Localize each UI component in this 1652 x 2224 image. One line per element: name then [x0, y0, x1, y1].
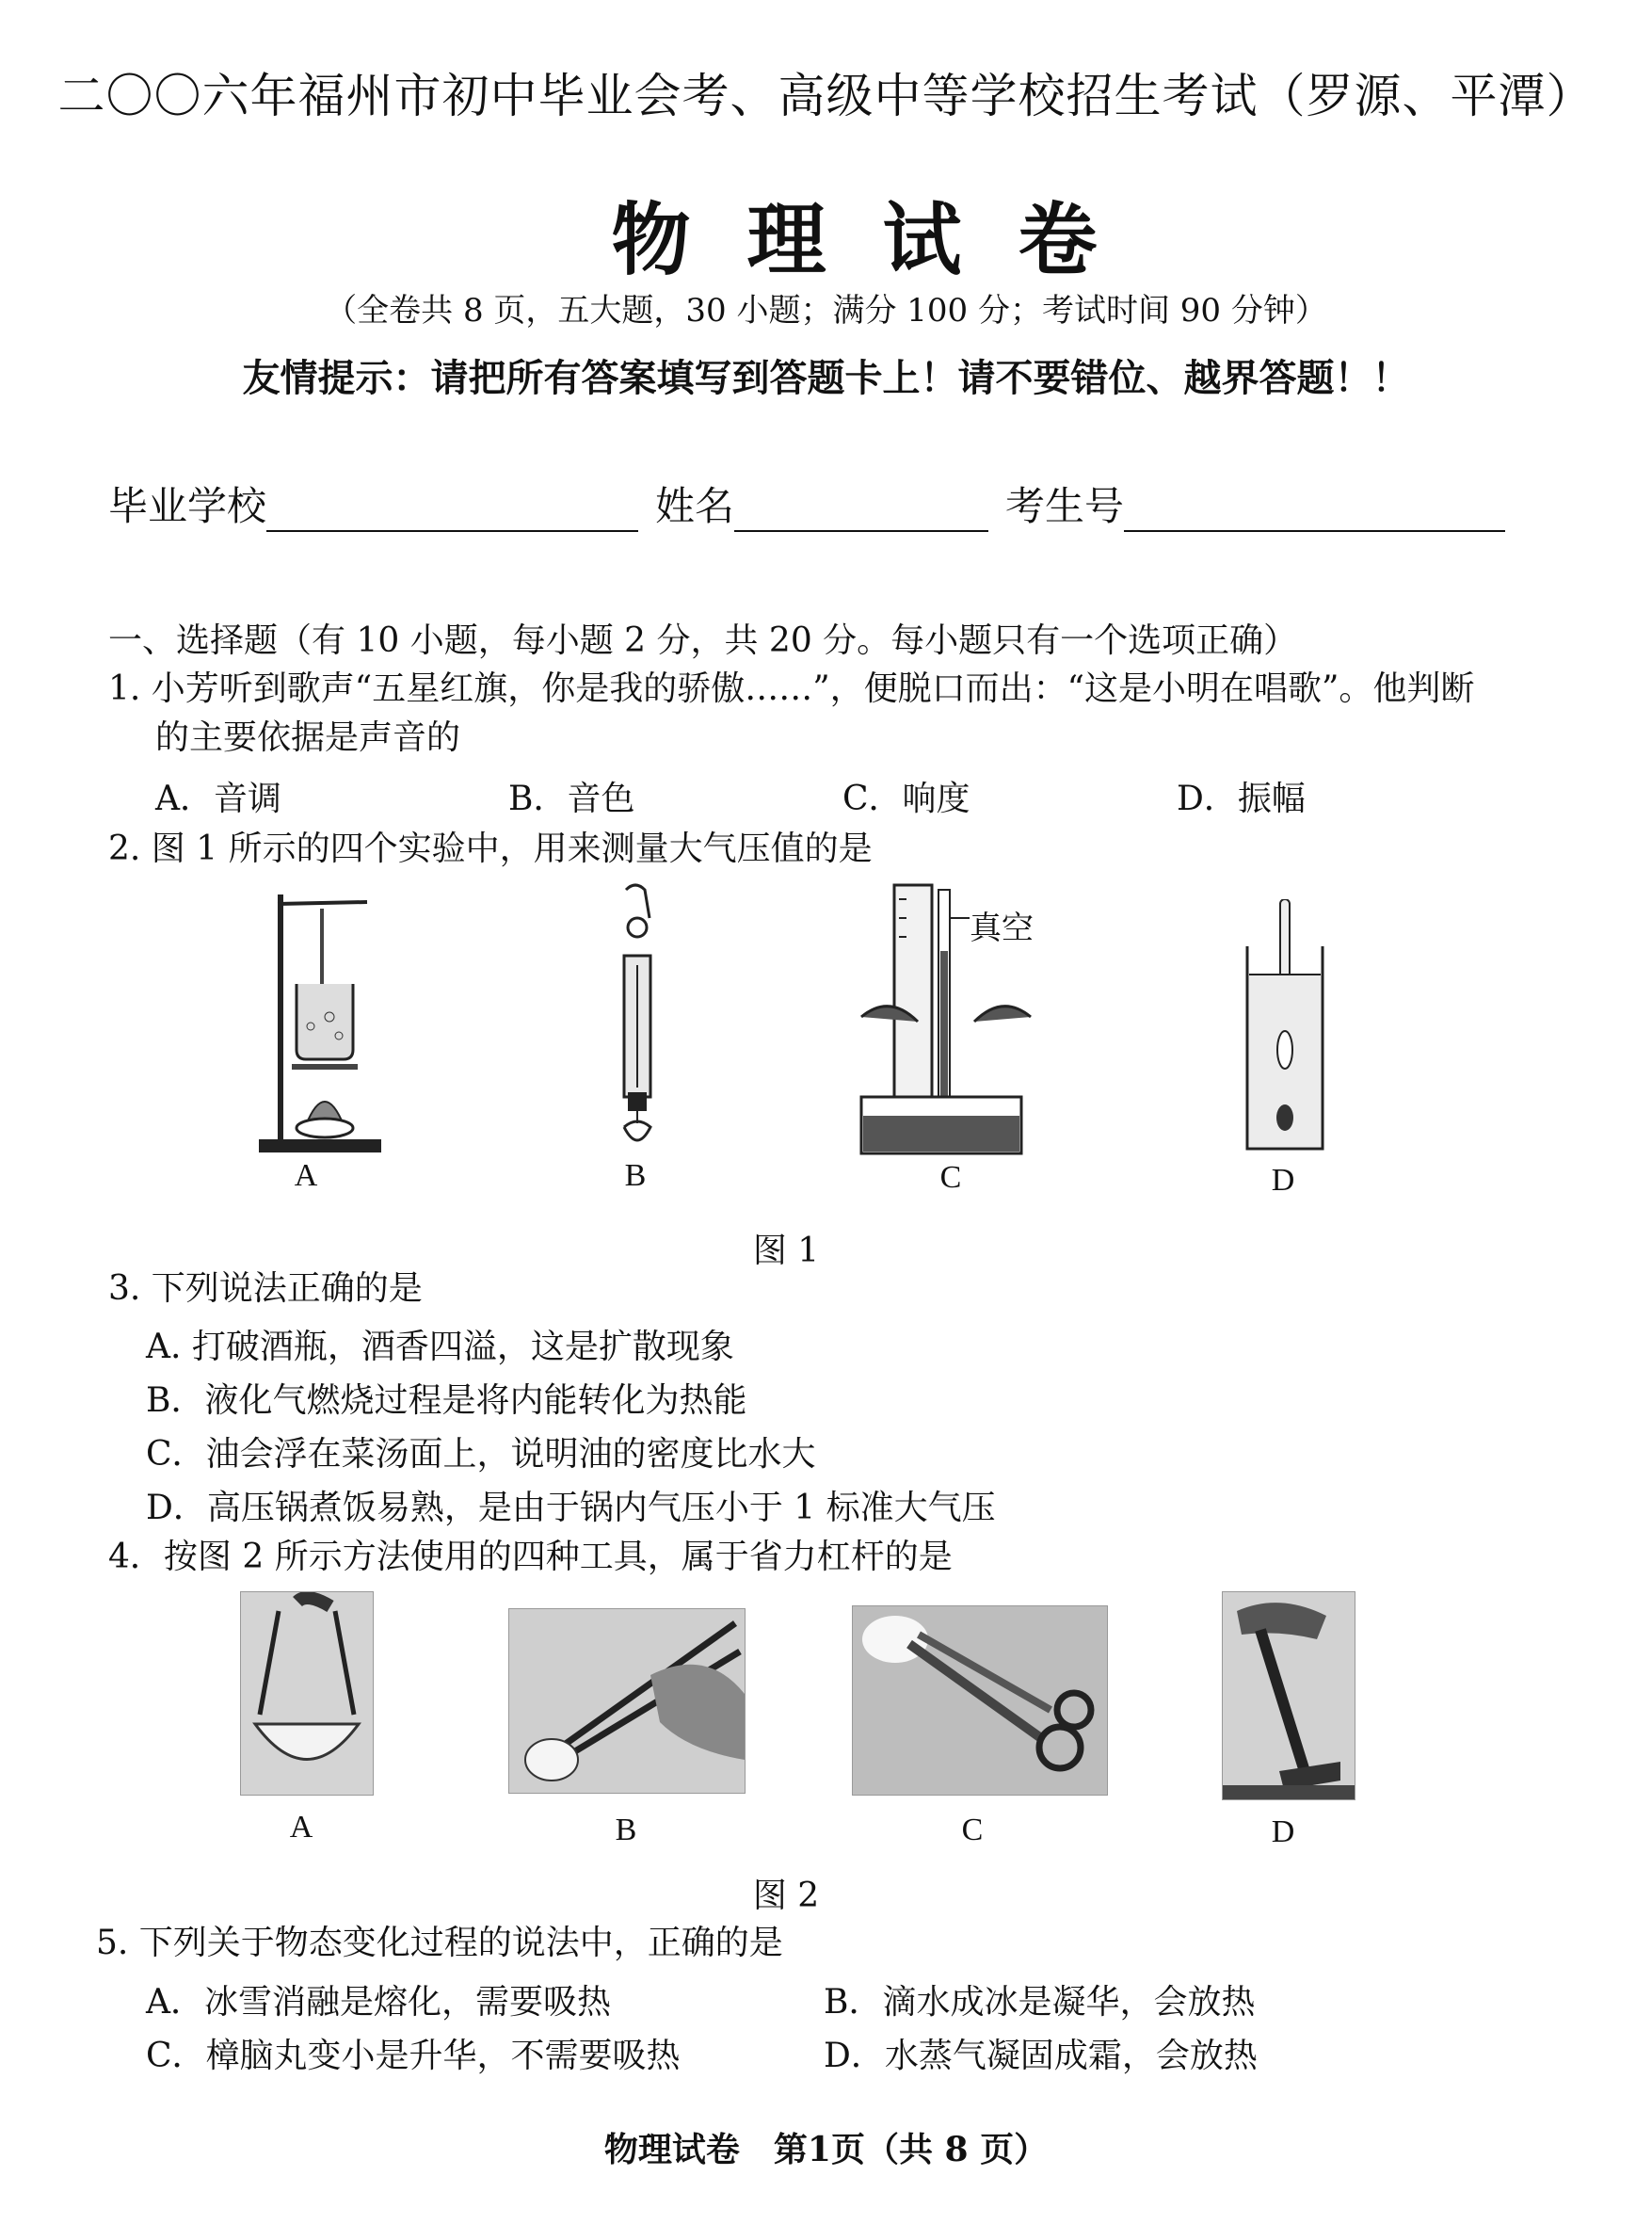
- name-blank[interactable]: [734, 492, 988, 532]
- name-label: 姓名: [655, 483, 735, 529]
- q1-option-b: B．音色: [508, 780, 635, 818]
- q3-stem: 3. 下列说法正确的是: [108, 1269, 423, 1308]
- paper-title: 物理试卷: [611, 193, 1154, 286]
- q3-option-b: B．液化气燃烧过程是将内能转化为热能: [146, 1381, 747, 1420]
- q3-option-c: C．油会浮在菜汤面上，说明油的密度比水大: [146, 1435, 816, 1474]
- q5-option-b: B．滴水成冰是凝华，会放热: [824, 1983, 1256, 2022]
- q1-option-c: C．响度: [842, 780, 970, 818]
- q2-stem: 2. 图 1 所示的四个实验中，用来测量大气压值的是: [108, 830, 873, 868]
- fig2-d-photo-hammer: [1222, 1591, 1355, 1800]
- fig1-label-b: B: [624, 1158, 647, 1193]
- fig1-d-thermometer-beaker: [1243, 899, 1327, 1153]
- fig2-b-photo-chopsticks: [508, 1608, 746, 1794]
- q1-option-d: D．振幅: [1177, 780, 1306, 818]
- student-info-fields: [108, 475, 1522, 532]
- q5-option-d: D．水蒸气凝固成霜，会放热: [824, 2037, 1258, 2075]
- school-label: 毕业学校: [108, 483, 267, 529]
- page-footer: 物理试卷 第1页（共 8 页）: [603, 2130, 1049, 2169]
- fig1-caption: 图 1: [752, 1232, 820, 1270]
- q3-option-d: D．高压锅煮饭易熟，是由于锅内气压小于 1 标准大气压: [146, 1489, 996, 1527]
- fig1-label-a: A: [294, 1158, 318, 1193]
- fig2-c-photo-scissors: [852, 1605, 1108, 1796]
- friendly-tip: 友情提示：请把所有答案填写到答题卡上！请不要错位、越界答题！！: [242, 356, 1410, 400]
- exam-name: 二〇〇六年福州市初中毕业会考、高级中等学校招生考试（罗源、平潭）: [57, 69, 1595, 123]
- q1-option-a: A．音调: [155, 780, 281, 818]
- fig1-b-spring-scale: [598, 880, 673, 1153]
- fig2-caption: 图 2: [752, 1877, 820, 1915]
- fig1-vacuum-label: 真空: [970, 910, 1034, 947]
- fig1-a-boiling-apparatus: [254, 885, 386, 1168]
- id-label: 考生号: [1005, 483, 1125, 529]
- fig2-label-a: A: [289, 1810, 313, 1845]
- fig2-label-c: C: [961, 1813, 984, 1847]
- id-blank[interactable]: [1124, 492, 1505, 532]
- q1-stem-line2: 的主要依据是声音的: [155, 718, 461, 757]
- q3-option-a: A. 打破酒瓶，酒香四溢，这是扩散现象: [146, 1328, 734, 1366]
- fig1-label-c: C: [939, 1160, 962, 1195]
- fig2-a-photo-tongs-bowl: [240, 1591, 374, 1796]
- q5-option-a: A．冰雪消融是熔化，需要吸热: [146, 1983, 611, 2022]
- school-blank[interactable]: [266, 492, 638, 532]
- section-title: 一、选择题（有 10 小题，每小题 2 分，共 20 分。每小题只有一个选项正确）: [108, 621, 1298, 660]
- fig1-label-d: D: [1271, 1163, 1295, 1198]
- paper-info: （全卷共 8 页，五大题，30 小题；满分 100 分；考试时间 90 分钟）: [325, 292, 1327, 330]
- q5-stem: 5. 下列关于物态变化过程的说法中，正确的是: [96, 1924, 783, 1962]
- fig2-label-d: D: [1271, 1814, 1295, 1849]
- q4-stem: 4．按图 2 所示方法使用的四种工具，属于省力杠杆的是: [108, 1538, 953, 1576]
- fig2-label-b: B: [615, 1813, 637, 1847]
- q5-option-c: C．樟脑丸变小是升华，不需要吸热: [146, 2037, 681, 2075]
- q1-stem-line1: 1. 小芳听到歌声“五星红旗，你是我的骄傲……”，便脱口而出：“这是小明在唱歌”。他判断: [108, 669, 1475, 708]
